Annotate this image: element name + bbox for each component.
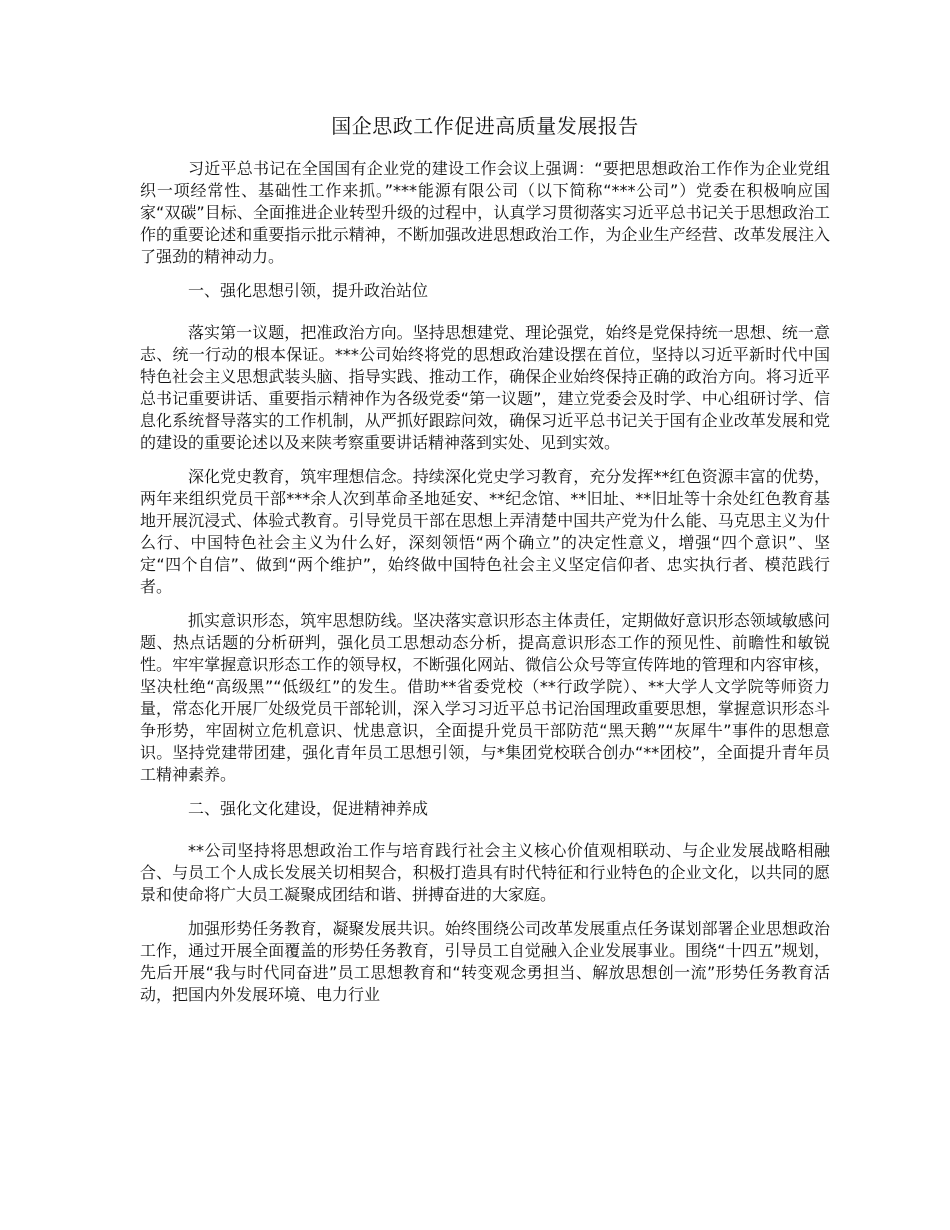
section-1-paragraph: 深化党史教育，筑牢理想信念。持续深化党史学习教育，充分发挥**红色资源丰富的优势，两年来组织党员干部***余人次到革命圣地延安、**纪念馆、**旧址、**旧址等十余处红色教育基地开展沉浸式、体验式教育。引导党员干部在思想上弄清楚中国共产党为什么能、马克思主义为什么行、中国特色社会主义为什么好，深刻领悟“两个确立”的决定性意义，增强“四个意识”、坚定“四个自信”、做到“两个维护”，始终做中国特色社会主义坚定信仰者、忠实执行者、模范践行者。 <box>140 467 830 596</box>
section-2-paragraph: **公司坚持将思想政治工作与培育践行社会主义核心价值观相联动、与企业发展战略相融合、与员工个人成长发展关切相契合，积极打造具有时代特征和行业特色的企业文化，以共同的愿景和使命将广大员工凝聚成团结和谐、拼搏奋进的大家庭。 <box>140 841 830 904</box>
intro-paragraph: 习近平总书记在全国国有企业党的建设工作会议上强调：“要把思想政治工作作为企业党组织一项经常性、基础性工作来抓。”***能源有限公司（以下简称“***公司”）党委在积极响应国家“双碳”目标、全面推进企业转型升级的过程中，认真学习贯彻落实习近平总书记关于思想政治工作的重要论述和重要指示批示精神，不断加强改进思想政治工作，为企业生产经营、改革发展注入了强劲的精神动力。 <box>140 159 830 266</box>
section-2-paragraph: 加强形势任务教育，凝聚发展共识。始终围绕公司改革发展重点任务谋划部署企业思想政治工作，通过开展全面覆盖的形势任务教育，引导员工自觉融入企业发展事业。围绕“十四五”规划，先后开展“我与时代同奋进”员工思想教育和“转变观念勇担当、解放思想创一流”形势任务教育活动，把国内外发展环境、电力行业 <box>140 919 830 1004</box>
document-title: 国企思政工作促进高质量发展报告 <box>331 114 639 138</box>
document-page <box>140 112 830 1018</box>
section-1-paragraph: 落实第一议题，把准政治方向。坚持思想建党、理论强党，始终是党保持统一思想、统一意志、统一行动的根本保证。***公司始终将党的思想政治建设摆在首位，坚持以习近平新时代中国特色社会主义思想武装头脑、指导实践、推动工作，确保企业始终保持正确的政治方向。将习近平总书记重要讲话、重要指示精神作为各级党委“第一议题”，建立党委会及时学、中心组研讨学、信息化系统督导落实的工作机制，从严抓好跟踪问效，确保习近平总书记关于国有企业改革发展和党的建设的重要论述以及来陕考察重要讲话精神落到实处、见到实效。 <box>140 323 830 452</box>
section-1-paragraph: 抓实意识形态，筑牢思想防线。坚决落实意识形态主体责任，定期做好意识形态领域敏感问题、热点话题的分析研判，强化员工思想动态分析，提高意识形态工作的预见性、前瞻性和敏锐性。牢牢掌握意识形态工作的领导权，不断强化网站、微信公众号等宣传阵地的管理和内容审核，坚决杜绝“高级黑”“低级红”的发生。借助**省委党校（**行政学院）、**大学人文学院等师资力量，常态化开展厂处级党员干部轮训，深入学习习近平总书记治国理政重要思想，掌握意识形态斗争形势，牢固树立危机意识、忧患意识，全面提升党员干部防范“黑天鹅”“灰犀牛”事件的思想意识。坚持党建带团建，强化青年员工思想引领，与*集团党校联合创办“**团校”，全面提升青年员工精神素养。 <box>140 611 830 784</box>
section-1-heading: 一、强化思想引领，提升政治站位 <box>188 281 429 300</box>
section-2-heading: 二、强化文化建设，促进精神养成 <box>188 799 429 818</box>
